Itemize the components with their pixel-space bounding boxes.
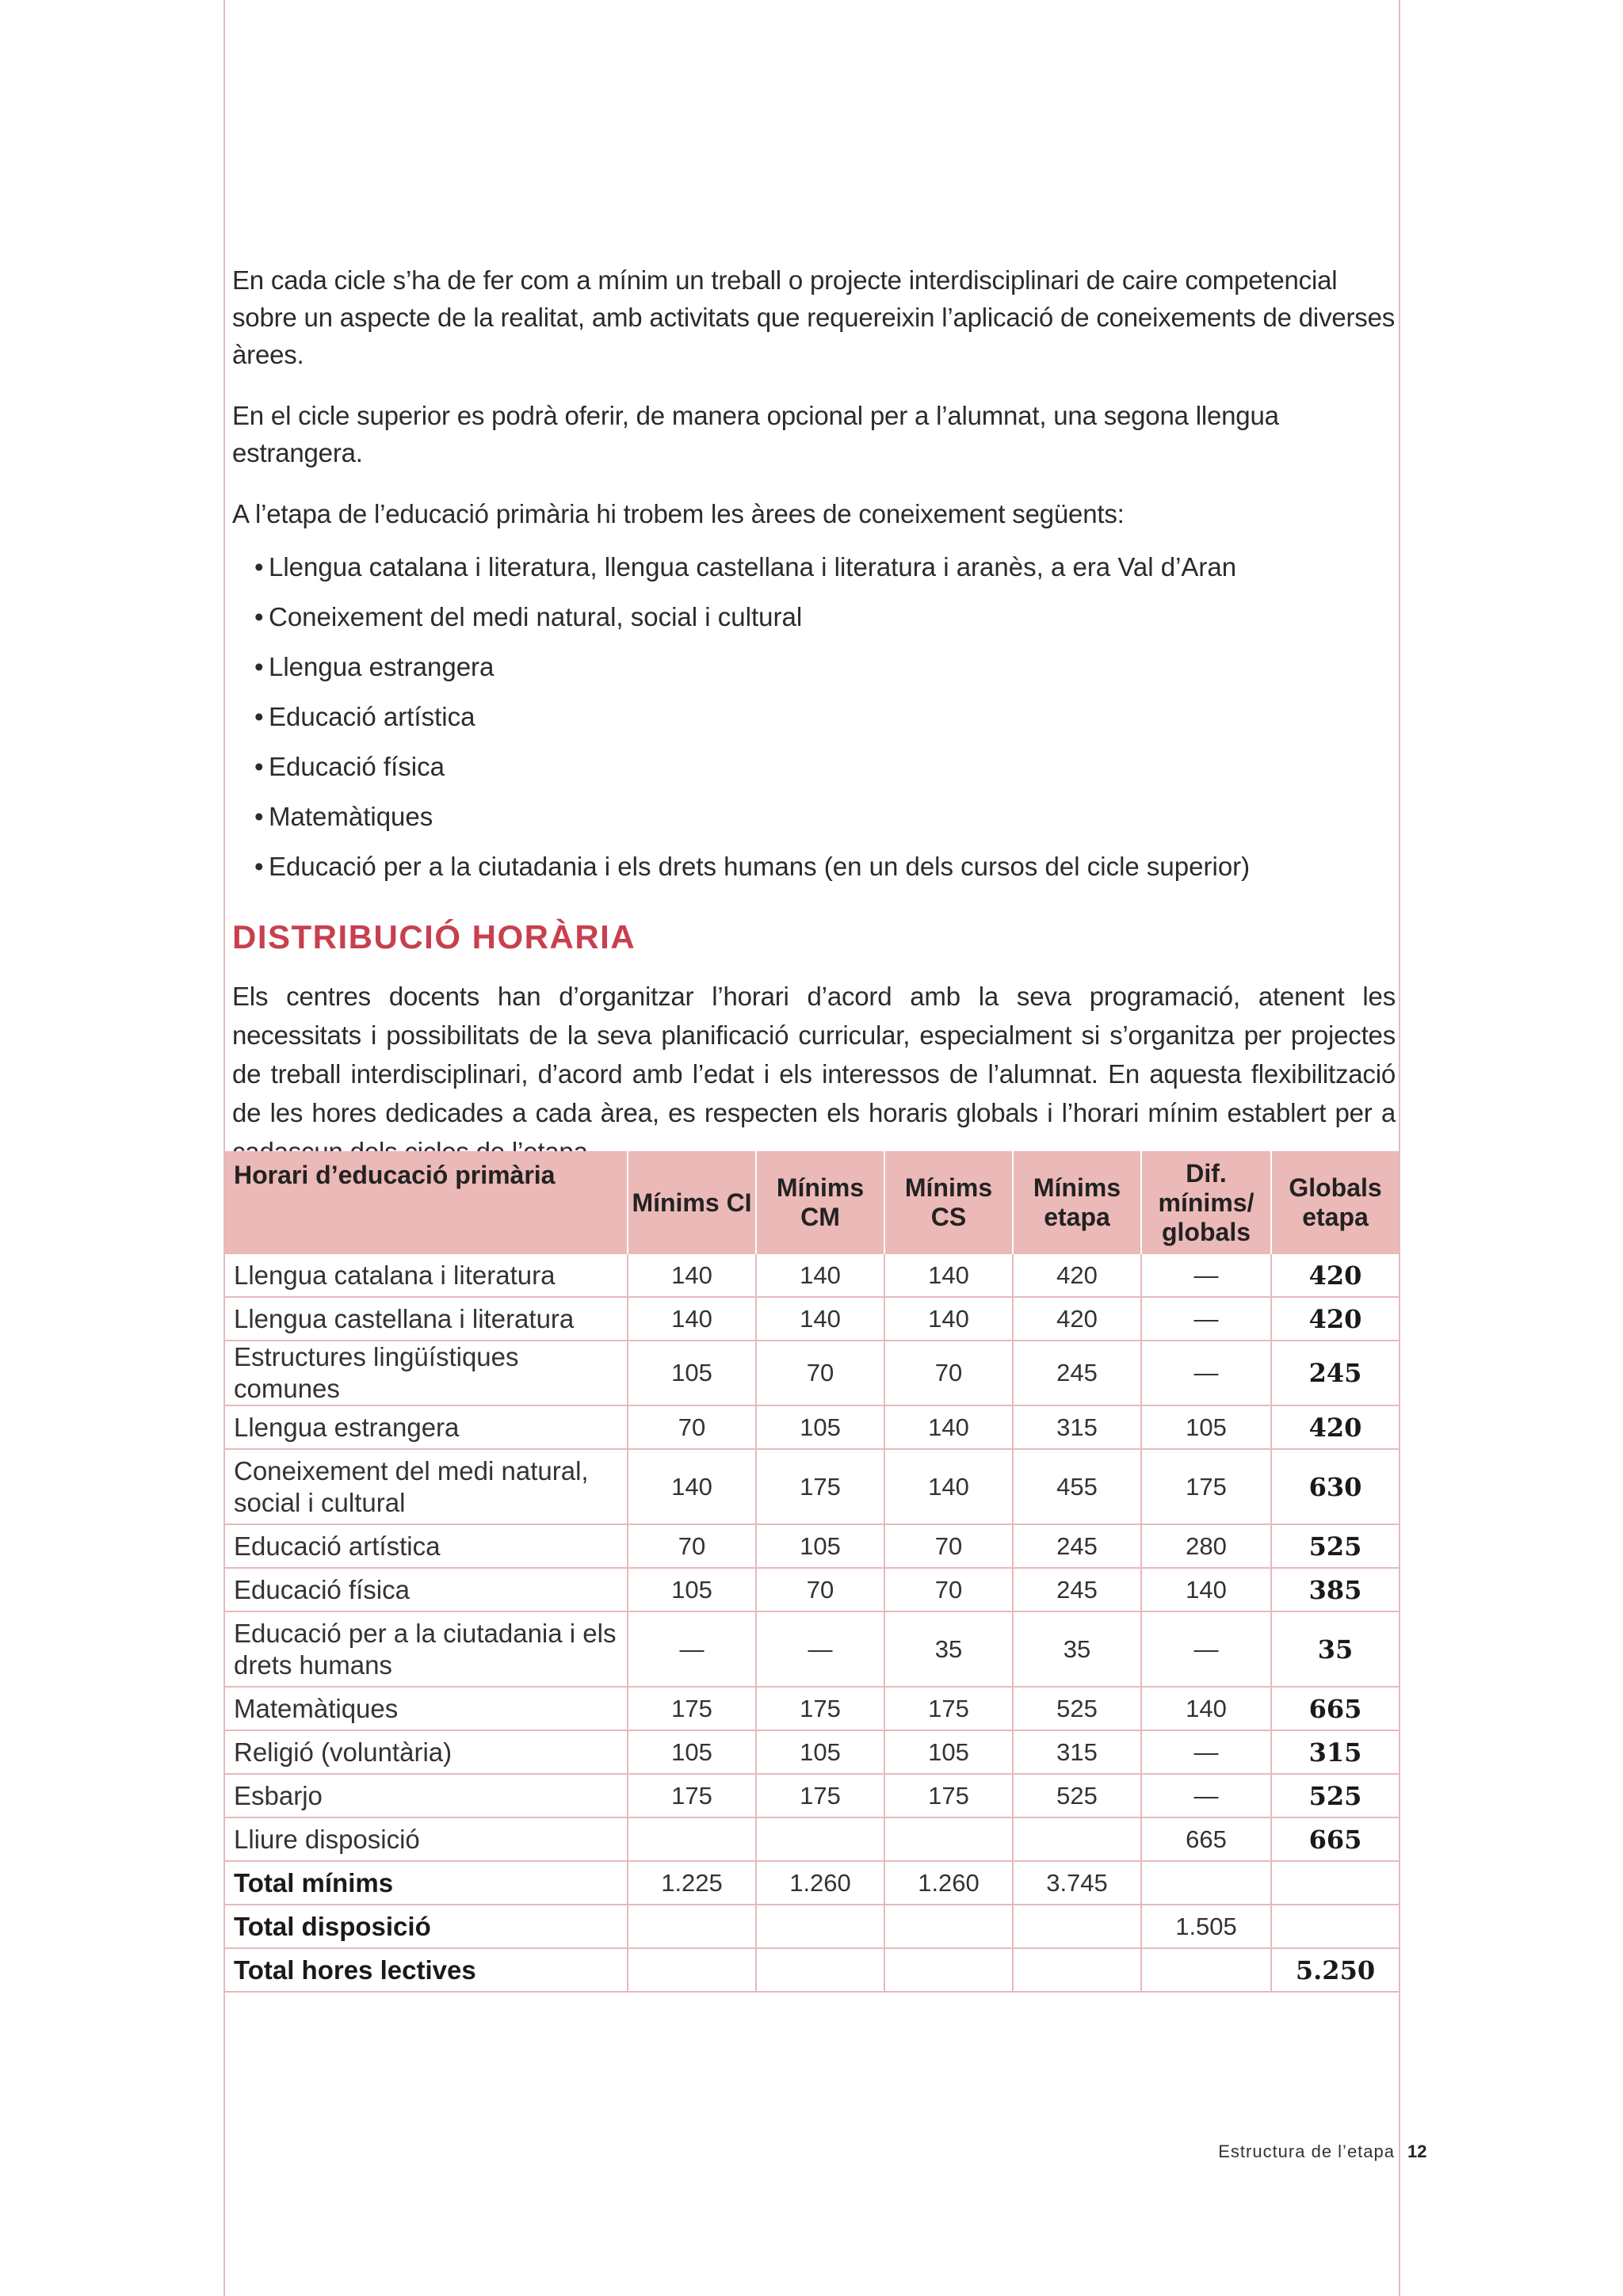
cell-dif: — bbox=[1141, 1254, 1271, 1297]
cell-area: Lliure disposició bbox=[224, 1817, 628, 1861]
table-row bbox=[224, 1297, 1399, 1341]
cell-glob: 420 bbox=[1271, 1254, 1399, 1297]
areas-list bbox=[232, 542, 1396, 891]
header-area: Horari d’educació primària bbox=[224, 1151, 628, 1254]
paragraph-project: En cada cicle s’ha de fer com a mínim un treball o projecte interdisciplinari de caire competencial sobre un aspecte de la realitat, amb activitats que requereixin l’aplicació de coneixements de diverses àrees. bbox=[232, 265, 1396, 369]
cell-etapa: 455 bbox=[1013, 1449, 1141, 1524]
cell-area: Educació per a la ciutadania i els drets humans bbox=[224, 1611, 628, 1687]
bullet-icon: • bbox=[254, 552, 264, 582]
bullet-icon: • bbox=[254, 852, 264, 881]
list-item: • Educació per a la ciutadania i els drets humans (en un dels cursos del cicle superior) bbox=[254, 841, 1396, 891]
cell-cm: 175 bbox=[756, 1774, 884, 1817]
cell-glob: 420 bbox=[1271, 1405, 1399, 1449]
cell-area: Coneixement del medi natural, social i cultural bbox=[224, 1449, 628, 1524]
cell-cs bbox=[884, 1948, 1013, 1992]
cell-ci: 105 bbox=[628, 1730, 756, 1774]
cell-ci bbox=[628, 1948, 756, 1992]
hours-table bbox=[224, 1151, 1399, 1993]
table-row bbox=[224, 1730, 1399, 1774]
cell-ci: 105 bbox=[628, 1341, 756, 1405]
cell-cm: 140 bbox=[756, 1254, 884, 1297]
cell-etapa: 3.745 bbox=[1013, 1861, 1141, 1905]
cell-cm bbox=[756, 1948, 884, 1992]
cell-dif: 665 bbox=[1141, 1817, 1271, 1861]
total-row bbox=[224, 1948, 1399, 1992]
cell-ci: 1.225 bbox=[628, 1861, 756, 1905]
cell-cm: — bbox=[756, 1611, 884, 1687]
cell-etapa: 35 bbox=[1013, 1611, 1141, 1687]
cell-dif: — bbox=[1141, 1774, 1271, 1817]
cell-cm: 140 bbox=[756, 1297, 884, 1341]
table-header-row bbox=[224, 1151, 1399, 1254]
cell-area: Llengua castellana i literatura bbox=[224, 1297, 628, 1341]
header-globals-etapa: Globals etapa bbox=[1271, 1151, 1399, 1254]
cell-cm: 70 bbox=[756, 1568, 884, 1611]
cell-cs: 1.260 bbox=[884, 1861, 1013, 1905]
cell-area: Llengua catalana i literatura bbox=[224, 1254, 628, 1297]
cell-glob bbox=[1271, 1861, 1399, 1905]
list-item: • Llengua catalana i literatura, llengua castellana i literatura i aranès, a era Val d’Aran bbox=[254, 542, 1396, 592]
table-row bbox=[224, 1611, 1399, 1687]
cell-cm: 105 bbox=[756, 1524, 884, 1568]
cell-cs: 140 bbox=[884, 1254, 1013, 1297]
header-minims-cm: Mínims CM bbox=[756, 1151, 884, 1254]
header-minims-ci: Mínims CI bbox=[628, 1151, 756, 1254]
cell-glob: 315 bbox=[1271, 1730, 1399, 1774]
cell-ci: 105 bbox=[628, 1568, 756, 1611]
cell-dif: 280 bbox=[1141, 1524, 1271, 1568]
cell-cm bbox=[756, 1905, 884, 1948]
cell-cm: 105 bbox=[756, 1730, 884, 1774]
cell-dif bbox=[1141, 1861, 1271, 1905]
cell-area: Estructures lingüístiques comunes bbox=[224, 1341, 628, 1405]
cell-etapa bbox=[1013, 1817, 1141, 1861]
cell-cm: 70 bbox=[756, 1341, 884, 1405]
bullet-icon: • bbox=[254, 652, 264, 681]
cell-area: Total disposició bbox=[224, 1905, 628, 1948]
cell-cs bbox=[884, 1905, 1013, 1948]
cell-cs: 70 bbox=[884, 1341, 1013, 1405]
cell-etapa: 245 bbox=[1013, 1568, 1141, 1611]
section-title: DISTRIBUCIÓ HORÀRIA bbox=[232, 918, 636, 955]
cell-dif: 175 bbox=[1141, 1449, 1271, 1524]
cell-area: Total mínims bbox=[224, 1861, 628, 1905]
table-row bbox=[224, 1817, 1399, 1861]
cell-area: Religió (voluntària) bbox=[224, 1730, 628, 1774]
cell-ci: 140 bbox=[628, 1297, 756, 1341]
cell-cs: 175 bbox=[884, 1774, 1013, 1817]
cell-cs bbox=[884, 1817, 1013, 1861]
table-row bbox=[224, 1774, 1399, 1817]
cell-glob: 665 bbox=[1271, 1817, 1399, 1861]
page-content bbox=[232, 261, 1396, 1195]
header-minims-cs: Mínims CS bbox=[884, 1151, 1013, 1254]
table-row bbox=[224, 1568, 1399, 1611]
cell-dif: — bbox=[1141, 1297, 1271, 1341]
cell-area: Esbarjo bbox=[224, 1774, 628, 1817]
cell-area: Matemàtiques bbox=[224, 1687, 628, 1730]
cell-cs: 70 bbox=[884, 1568, 1013, 1611]
cell-etapa: 315 bbox=[1013, 1730, 1141, 1774]
cell-dif: — bbox=[1141, 1730, 1271, 1774]
bullet-icon: • bbox=[254, 802, 264, 831]
cell-etapa: 420 bbox=[1013, 1254, 1141, 1297]
cell-area: Total hores lectives bbox=[224, 1948, 628, 1992]
table-row bbox=[224, 1687, 1399, 1730]
cell-cs: 140 bbox=[884, 1449, 1013, 1524]
cell-cm: 1.260 bbox=[756, 1861, 884, 1905]
table-row bbox=[224, 1524, 1399, 1568]
cell-ci: 70 bbox=[628, 1524, 756, 1568]
table-row bbox=[224, 1254, 1399, 1297]
cell-cs: 175 bbox=[884, 1687, 1013, 1730]
cell-ci: 175 bbox=[628, 1774, 756, 1817]
cell-glob: 5.250 bbox=[1271, 1948, 1399, 1992]
cell-ci: — bbox=[628, 1611, 756, 1687]
page-number: 12 bbox=[1407, 2142, 1427, 2161]
total-row bbox=[224, 1905, 1399, 1948]
cell-cm: 105 bbox=[756, 1405, 884, 1449]
list-item: • Educació física bbox=[254, 742, 1396, 791]
cell-glob: 420 bbox=[1271, 1297, 1399, 1341]
cell-etapa bbox=[1013, 1905, 1141, 1948]
cell-glob: 35 bbox=[1271, 1611, 1399, 1687]
cell-dif: 1.505 bbox=[1141, 1905, 1271, 1948]
cell-cm: 175 bbox=[756, 1687, 884, 1730]
cell-etapa: 525 bbox=[1013, 1687, 1141, 1730]
list-item: • Coneixement del medi natural, social i cultural bbox=[254, 592, 1396, 642]
cell-etapa: 245 bbox=[1013, 1524, 1141, 1568]
cell-etapa: 245 bbox=[1013, 1341, 1141, 1405]
paragraph-second-language: En el cicle superior es podrà oferir, de manera opcional per a l’alumnat, una segona llengua estrangera. bbox=[232, 401, 1279, 467]
header-dif-minims-globals: Dif. mínims/ globals bbox=[1141, 1151, 1271, 1254]
cell-glob: 525 bbox=[1271, 1524, 1399, 1568]
cell-cs: 140 bbox=[884, 1405, 1013, 1449]
cell-cs: 140 bbox=[884, 1297, 1013, 1341]
cell-etapa bbox=[1013, 1948, 1141, 1992]
cell-ci: 140 bbox=[628, 1254, 756, 1297]
cell-etapa: 315 bbox=[1013, 1405, 1141, 1449]
cell-glob: 245 bbox=[1271, 1341, 1399, 1405]
list-item: • Matemàtiques bbox=[254, 791, 1396, 841]
cell-area: Llengua estrangera bbox=[224, 1405, 628, 1449]
table-row bbox=[224, 1341, 1399, 1405]
cell-dif bbox=[1141, 1948, 1271, 1992]
cell-ci: 70 bbox=[628, 1405, 756, 1449]
table-row bbox=[224, 1449, 1399, 1524]
cell-cs: 70 bbox=[884, 1524, 1013, 1568]
cell-area: Educació artística bbox=[224, 1524, 628, 1568]
cell-dif: 140 bbox=[1141, 1687, 1271, 1730]
cell-glob bbox=[1271, 1905, 1399, 1948]
total-row bbox=[224, 1861, 1399, 1905]
cell-ci bbox=[628, 1905, 756, 1948]
cell-dif: — bbox=[1141, 1611, 1271, 1687]
cell-cm: 175 bbox=[756, 1449, 884, 1524]
list-item: • Educació artística bbox=[254, 692, 1396, 742]
bullet-icon: • bbox=[254, 752, 264, 781]
header-minims-etapa: Mínims etapa bbox=[1013, 1151, 1141, 1254]
cell-glob: 385 bbox=[1271, 1568, 1399, 1611]
cell-ci: 140 bbox=[628, 1449, 756, 1524]
footer-section-label: Estructura de l’etapa bbox=[1218, 2142, 1395, 2161]
cell-etapa: 525 bbox=[1013, 1774, 1141, 1817]
cell-area: Educació física bbox=[224, 1568, 628, 1611]
cell-cs: 105 bbox=[884, 1730, 1013, 1774]
cell-ci: 175 bbox=[628, 1687, 756, 1730]
cell-glob: 630 bbox=[1271, 1449, 1399, 1524]
paragraph-areas-intro: A l’etapa de l’educació primària hi trobem les àrees de coneixement següents: bbox=[232, 499, 1125, 528]
bullet-icon: • bbox=[254, 602, 264, 631]
list-item: • Llengua estrangera bbox=[254, 642, 1396, 692]
right-margin-rule bbox=[1399, 0, 1400, 2296]
cell-cs: 35 bbox=[884, 1611, 1013, 1687]
cell-dif: 105 bbox=[1141, 1405, 1271, 1449]
cell-glob: 525 bbox=[1271, 1774, 1399, 1817]
section-body: Els centres docents han d’organitzar l’horari d’acord amb la seva programació, atenent les necessitats i possibilitats de la seva planificació curricular, especialment si s’organitza per projectes de treball interdisciplinari, d’acord amb l’edat i els interessos de l’alumnat. En aquesta flexibilització de les hores dedicades a cada àrea, es respecten els horaris globals i l’horari mínim establert per a bbox=[232, 982, 1396, 1127]
cell-cm bbox=[756, 1817, 884, 1861]
bullet-icon: • bbox=[254, 702, 264, 731]
cell-glob: 665 bbox=[1271, 1687, 1399, 1730]
cell-ci bbox=[628, 1817, 756, 1861]
cell-dif: — bbox=[1141, 1341, 1271, 1405]
cell-dif: 140 bbox=[1141, 1568, 1271, 1611]
cell-etapa: 420 bbox=[1013, 1297, 1141, 1341]
table-row bbox=[224, 1405, 1399, 1449]
